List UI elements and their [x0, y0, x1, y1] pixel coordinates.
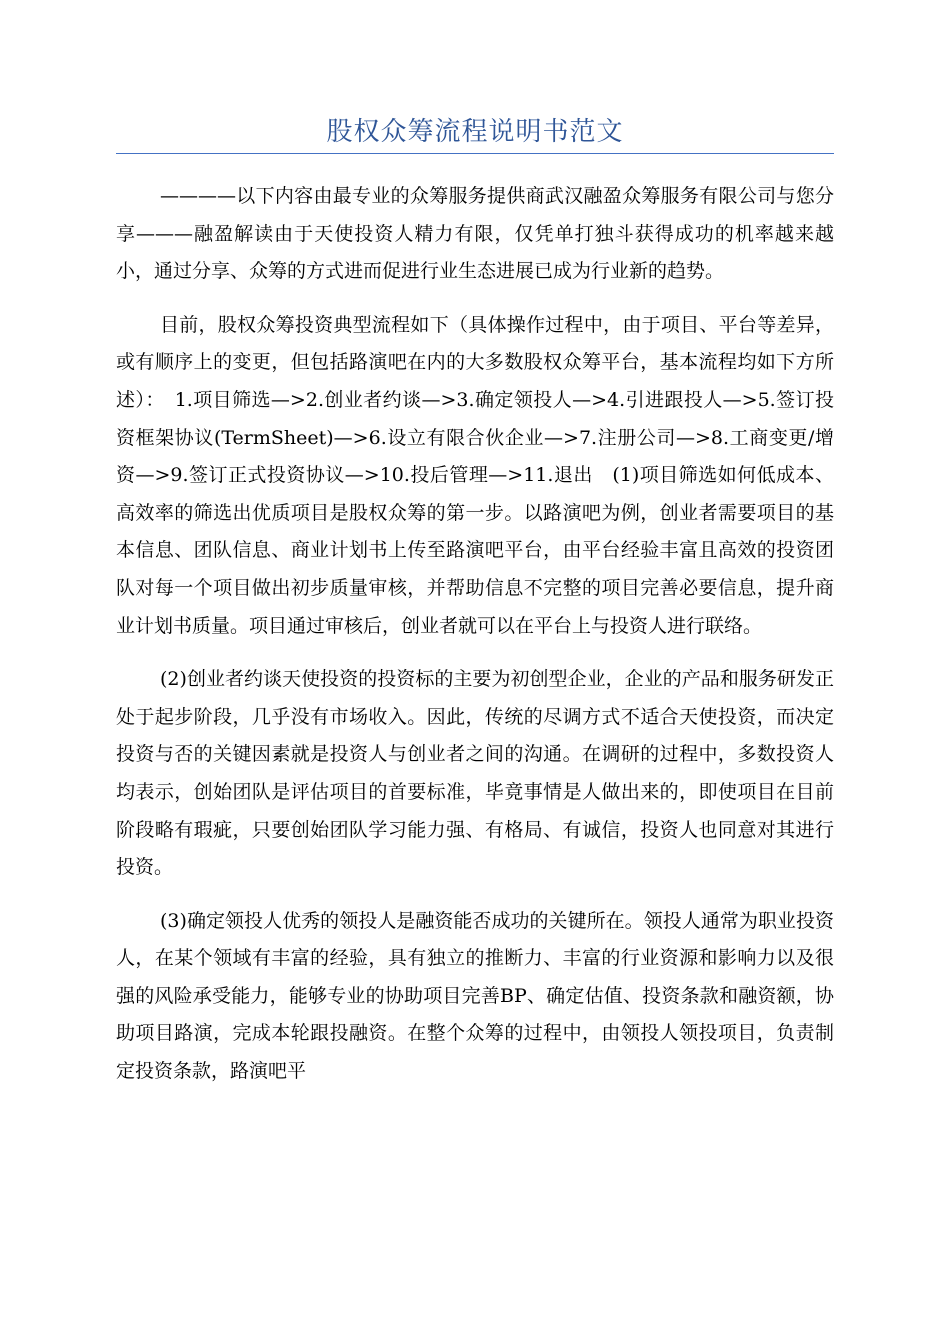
paragraph-founder-interview: (2)创业者约谈天使投资的投资标的主要为初创型企业，企业的产品和服务研发正处于起步阶段，几乎没有市场收入。因此，传统的尽调方式不适合天使投资，而决定投资与否的关键因素就是投资人与创业者之间的沟通。在调研的过程中，多数投资人均表示，创始团队是评估项目的首要标准，毕竟事情是人做出来的，即使项目在目前阶段略有瑕疵，只要创始团队学习能力强、有格局、有诚信，投资人也同意对其进行投资。 [116, 668, 834, 879]
paragraph-process-overview: 目前，股权众筹投资典型流程如下（具体操作过程中，由于项目、平台等差异，或有顺序上的变更，但包括路演吧在内的大多数股权众筹平台，基本流程均如下方所述）： 1.项目筛选—>2.创业者约谈—>3.确定领投人—>4.引进跟投人—>5.签订投资框架协议(TermSheet)—>6.设立有限合伙企业—>7.注册公司—>8.工商变更/增资—>9.签订正式投资协议—>10.投后管理—>11.退出 (1)项目筛选如何低成本、高效率的筛选出优质项目是股权众筹的第一步。以路演吧为例，创业者需要项目的基本信息、团队信息、商业计划书上传至路演吧平台，由平台经验丰富且高效的投资团队对每一个项目做出初步质量审核，并帮助信息不完整的项目完善必要信息，提升商业计划书质量。项目通过审核后，创业者就可以在平台上与投资人进行联络。 [116, 313, 834, 637]
paragraph-intro: ————以下内容由最专业的众筹服务提供商武汉融盈众筹服务有限公司与您分享———融盈解读由于天使投资人精力有限，仅凭单打独斗获得成功的机率越来越小，通过分享、众筹的方式进而促进行业生态进展已成为行业新的趋势。 [116, 185, 834, 283]
document-body [116, 178, 834, 1107]
document-title: 股权众筹流程说明书范文 [326, 117, 624, 147]
paragraph-lead-investor: (3)确定领投人优秀的领投人是融资能否成功的关键所在。领投人通常为职业投资人，在某个领域有丰富的经验，具有独立的推断力、丰富的行业资源和影响力以及很强的风险承受能力，能够专业的协助项目完善BP、确定估值、投资条款和融资额，协助项目路演，完成本轮跟投融资。在整个众筹的过程中，由领投人领投项目，负责制定投资条款，路演吧平 [116, 909, 834, 1083]
title-underline [116, 153, 834, 154]
